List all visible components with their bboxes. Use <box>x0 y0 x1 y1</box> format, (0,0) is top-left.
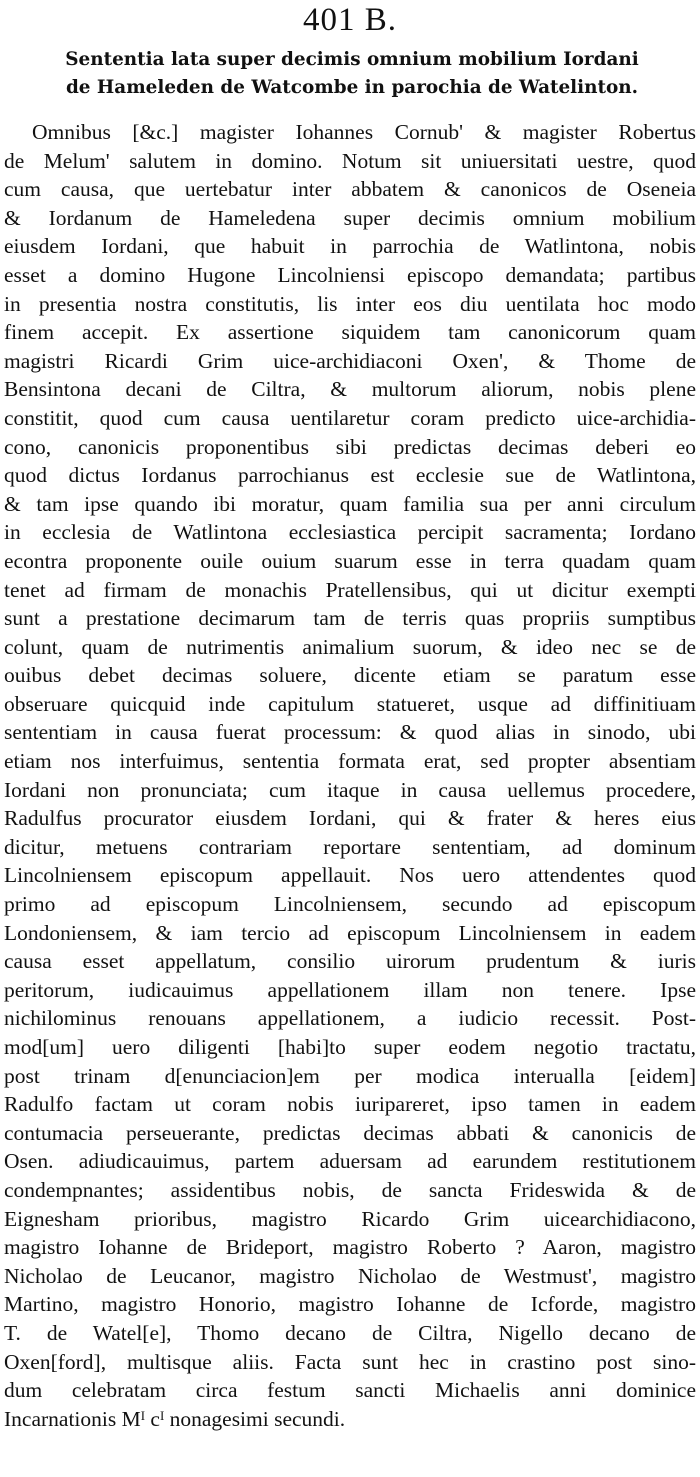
text-line: Londoniensem, & iam tercio ad episcopum Lincolniensem in eadem <box>4 920 696 945</box>
text-line: esset a domino Hugone Lincolniensi episcopo demandata; partibus <box>4 262 696 287</box>
heading-line: de Hameleden de Watcombe in parochia de Watelinton. <box>65 77 639 98</box>
text-line: post trinam d[enunciacion]em per modica interualla [eidem] <box>4 1063 696 1088</box>
document-body <box>4 118 696 1433</box>
text-line: sunt a prestatione decimarum tam de terris quas propriis sumptibus <box>4 606 696 631</box>
text-line: magistri Ricardi Grim uice-archidiaconi Oxen', & Thome de <box>4 348 696 373</box>
text-line: Eignesham prioribus, magistro Ricardo Grim uicearchidiacono, <box>4 1206 696 1231</box>
document-heading <box>22 46 682 102</box>
text-line: Iordani non pronunciata; cum itaque in causa uellemus procedere, <box>4 777 696 802</box>
text-line: tenet ad firmam de monachis Pratellensibus, qui ut dicitur exempti <box>4 577 696 602</box>
text-line: Radulfo factam ut coram nobis iuripareret, ipso tamen in eadem <box>4 1092 696 1117</box>
text-line: de Melum' salutem in domino. Notum sit uniuersitati uestre, quod <box>4 148 696 173</box>
text-line: primo ad episcopum Lincolniensem, secundo ad episcopum <box>4 892 696 917</box>
text-line: condempnantes; assidentibus nobis, de sancta Frideswida & de <box>4 1177 696 1202</box>
text-line: in ecclesia de Watlintona ecclesiastica percipit sacramenta; Iordano <box>4 520 696 545</box>
text-line: in presentia nostra constitutis, lis inter eos diu uentilata hoc modo <box>4 291 696 316</box>
text-line: cono, canonicis proponentibus sibi predictas decimas deberi eo <box>4 434 696 459</box>
text-line: finem accepit. Ex assertione siquidem tam canonicorum quam <box>4 320 696 345</box>
text-line: nichilominus renouans appellationem, a iudicio recessit. Post- <box>4 1006 696 1031</box>
text-line: constitit, quod cum causa uentilaretur coram predicto uice-archidia- <box>4 405 696 430</box>
text-line: eiusdem Iordani, que habuit in parrochia de Watlintona, nobis <box>4 234 696 259</box>
text-line: & Iordanum de Hameledena super decimis omnium mobilium <box>4 205 696 230</box>
text-line: Incarnationis Mᴵ cᴵ nonagesimi secundi. <box>4 1406 346 1431</box>
text-line: causa esset appellatum, consilio uirorum prudentum & iuris <box>4 949 696 974</box>
text-line: Bensintona decani de Ciltra, & multorum aliorum, nobis plene <box>4 377 696 402</box>
text-line: & tam ipse quando ibi moratur, quam familia sua per anni circulum <box>4 491 696 516</box>
text-line: Nicholao de Leucanor, magistro Nicholao de Westmust', magistro <box>4 1263 696 1288</box>
text-line: etiam nos interfuimus, sententia formata erat, sed propter absentiam <box>4 749 696 774</box>
text-line: Omnibus [&c.] magister Iohannes Cornub' & magister Robertus <box>32 120 696 144</box>
heading-line: Sententia lata super decimis omnium mobilium Iordani <box>65 49 639 70</box>
document-number: 401 B. <box>302 2 397 38</box>
text-line: sententiam in causa fuerat processum: & quod alias in sinodo, ubi <box>4 720 696 745</box>
text-line: contumacia perseuerante, predictas decimas abbati & canonicis de <box>4 1120 696 1145</box>
text-line: dicitur, metuens contrariam reportare sententiam, ad dominum <box>4 834 696 859</box>
text-line: dum celebratam circa festum sancti Michaelis anni dominice <box>4 1378 696 1403</box>
text-line: peritorum, iudicauimus appellationem illam non tenere. Ipse <box>4 977 696 1002</box>
text-line: Lincolniensem episcopum appellauit. Nos uero attendentes quod <box>4 863 696 888</box>
text-line: quod dictus Iordanus parrochianus est ecclesie sue de Watlintona, <box>4 463 696 488</box>
text-line: T. de Watel[e], Thomo decano de Ciltra, Nigello decano de <box>4 1320 696 1345</box>
text-line: Radulfus procurator eiusdem Iordani, qui & frater & heres eius <box>4 806 696 831</box>
text-line: magistro Iohanne de Brideport, magistro Roberto ? Aaron, magistro <box>4 1235 696 1260</box>
text-line: mod[um] uero diligenti [habi]to super eodem negotio tractatu, <box>4 1035 696 1059</box>
text-line: Martino, magistro Honorio, magistro Iohanne de Icforde, magistro <box>4 1292 696 1317</box>
text-line: ouibus debet decimas soluere, dicente etiam se paratum esse <box>4 663 696 688</box>
text-line: colunt, quam de nutrimentis animalium suorum, & ideo nec se de <box>4 634 696 659</box>
text-line: Oxen[ford], multisque aliis. Facta sunt hec in crastino post sino- <box>4 1349 696 1374</box>
text-line: cum causa, que uertebatur inter abbatem & canonicos de Oseneia <box>4 177 696 202</box>
text-line: obseruare quicquid inde capitulum statueret, usque ad diffinitiuam <box>4 691 696 716</box>
text-line: econtra proponente ouile ouium suarum esse in terra quadam quam <box>4 548 696 573</box>
text-line: Osen. adiudicauimus, partem aduersam ad earundem restitutionem <box>4 1149 696 1174</box>
